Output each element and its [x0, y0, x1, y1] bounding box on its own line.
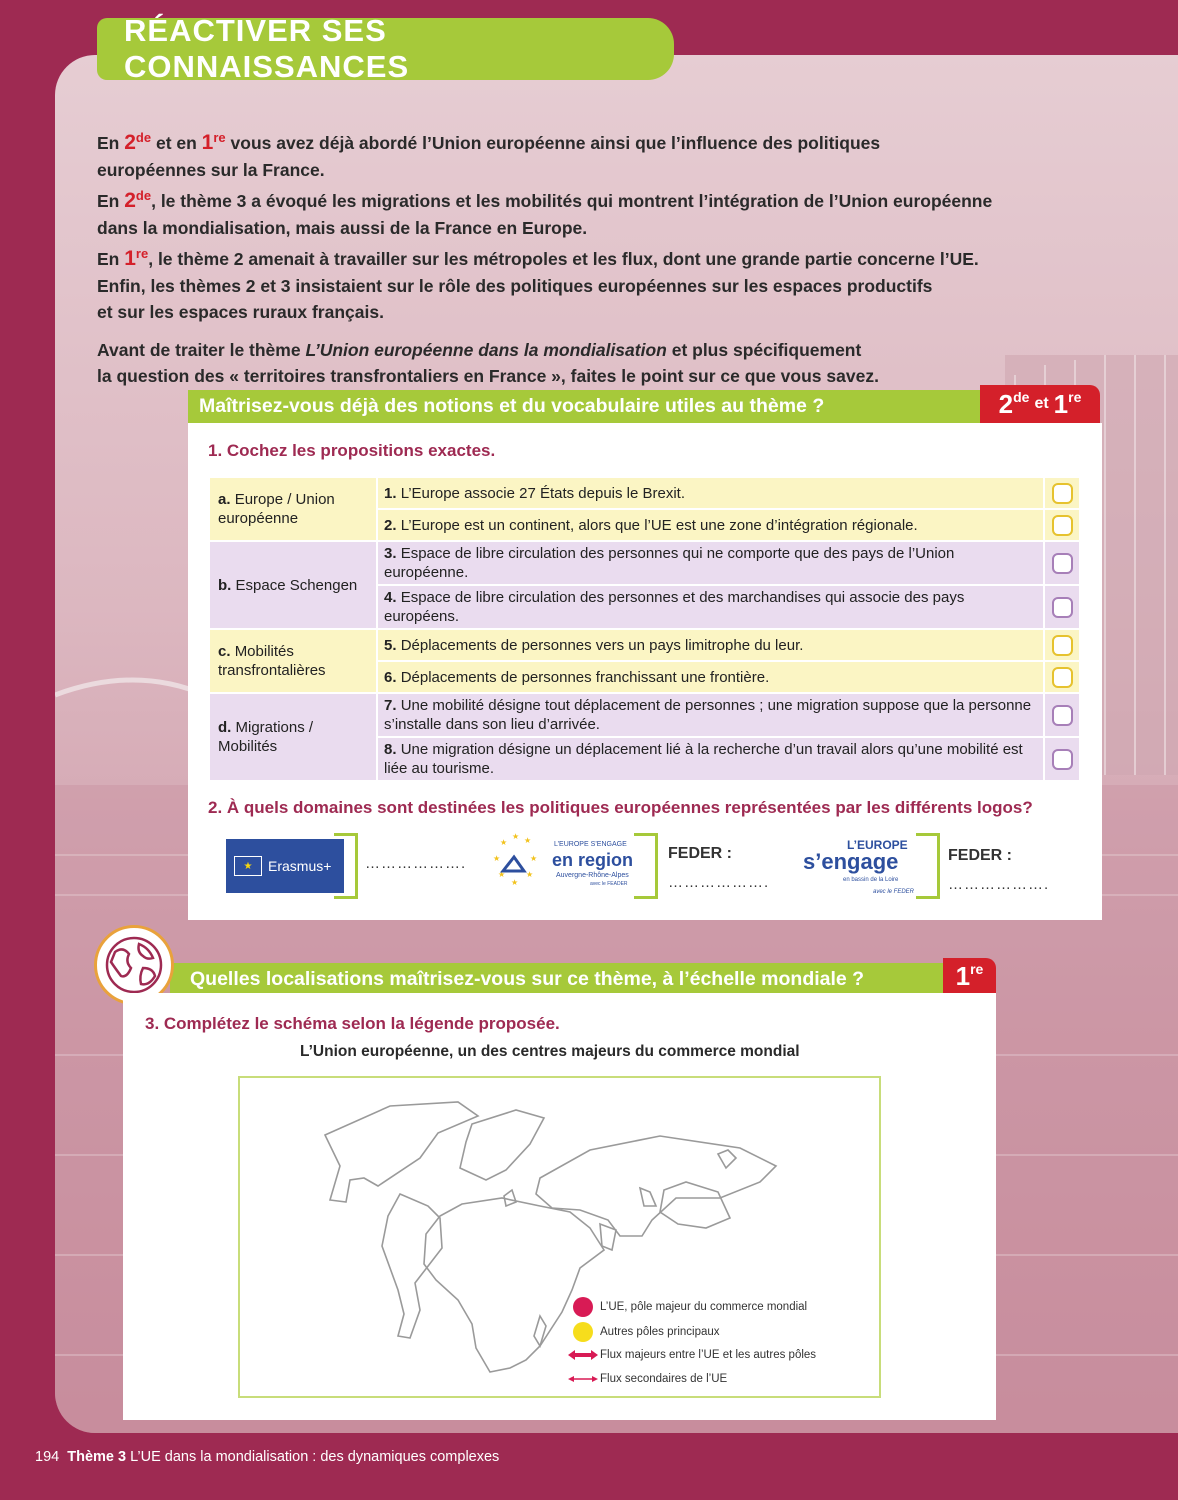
- legend-label: L’UE, pôle majeur du commerce mondial: [600, 1301, 808, 1313]
- footer-theme: Thème 3: [67, 1449, 127, 1465]
- level-number: 2: [124, 131, 136, 154]
- feader-label: FEDER :: [668, 845, 732, 862]
- africa-shape: [424, 1198, 604, 1372]
- intro-fragment: Avant de traiter le thème: [97, 339, 306, 360]
- intro-line: [97, 241, 1097, 273]
- section-title-tab: [97, 13, 674, 84]
- intro-text: [97, 125, 1097, 390]
- category-label: Europe / Union européenne: [218, 491, 335, 527]
- logo2-sub: Auvergne-Rhône-Alpes: [556, 872, 629, 879]
- page-footer: [35, 1449, 499, 1465]
- badge-level-2: [999, 389, 1030, 420]
- legend-marker: [566, 1322, 600, 1342]
- answer-blank[interactable]: ……………….: [948, 876, 1050, 893]
- proposition-number: 3.: [384, 545, 397, 562]
- section1-title: Maîtrisez-vous déjà des notions et du vocabulaire utiles au thème ?: [199, 395, 825, 417]
- legend-item-other-poles: [566, 1322, 720, 1342]
- checkbox-cell: [1045, 542, 1079, 584]
- badge-level-1: [956, 961, 984, 992]
- checkbox[interactable]: [1052, 597, 1073, 618]
- legend-item-secondary-flows: [566, 1373, 727, 1385]
- level-number: 1: [201, 131, 214, 154]
- level-1re: [124, 247, 148, 270]
- category-cell: [210, 542, 376, 628]
- quiz-table: [208, 476, 1081, 782]
- legend-marker: [566, 1350, 600, 1360]
- category-cell: [210, 630, 376, 692]
- badge-number: 1: [955, 961, 971, 991]
- intro-fragment: En: [97, 191, 125, 211]
- madagascar-shape: [534, 1316, 546, 1346]
- australia-shape: [660, 1182, 730, 1228]
- double-arrow-thin-icon: [568, 1374, 598, 1384]
- proposition-cell: [378, 694, 1043, 736]
- table-row: [210, 542, 1079, 584]
- category-label: Espace Schengen: [235, 576, 358, 594]
- level-sup: re: [135, 246, 149, 261]
- badge-sup: re: [970, 961, 984, 977]
- proposition-cell: [378, 586, 1043, 628]
- badge-number: 2: [998, 388, 1014, 419]
- intro-line: européennes sur la France.: [97, 159, 325, 180]
- europe-s-engage-logo: [803, 837, 918, 897]
- table-row: [210, 478, 1079, 508]
- intro-fragment: , le thème 2 amenait à travailler sur les métropoles et les flux, dont une grande partie concerne l’UE.: [148, 249, 979, 269]
- table-row: [210, 630, 1079, 660]
- proposition-number: 7.: [384, 697, 397, 714]
- checkbox[interactable]: [1052, 749, 1073, 770]
- checkbox-cell: [1045, 662, 1079, 692]
- schema-title: L’Union européenne, un des centres majeurs du commerce mondial: [300, 1043, 800, 1060]
- question-2: 2. À quels domaines sont destinées les politiques européennes représentées par les différents logos?: [208, 798, 1033, 817]
- proposition-cell: [378, 738, 1043, 780]
- logo2-main: en region: [552, 850, 634, 870]
- svg-text:★: ★: [500, 838, 508, 847]
- logo2-top: L’EUROPE S’ENGAGE: [554, 841, 627, 848]
- checkbox-cell: [1045, 478, 1079, 508]
- badge-sup: re: [1068, 388, 1082, 405]
- europe-en-region-logo: [490, 833, 640, 897]
- greenland-shape: [460, 1110, 544, 1180]
- checkbox-cell: [1045, 630, 1079, 660]
- level-sup: de: [135, 188, 152, 203]
- checkbox[interactable]: [1052, 635, 1073, 656]
- proposition-number: 1.: [384, 484, 397, 502]
- svg-text:★: ★: [526, 870, 534, 879]
- logo3-sub: en bassin de la Loire: [843, 877, 899, 883]
- category-letter: b.: [218, 576, 232, 594]
- indonesia-shape: [640, 1188, 656, 1206]
- svg-text:★: ★: [511, 878, 519, 887]
- category-letter: d.: [218, 719, 232, 736]
- category-letter: a.: [218, 491, 231, 508]
- eurasia-shape: [536, 1136, 776, 1236]
- legend-dot-red: [573, 1297, 593, 1317]
- category-cell: [210, 478, 376, 540]
- proposition-text: Déplacements de personnes vers un pays limitrophe du leur.: [400, 636, 804, 654]
- level-2de: [124, 189, 151, 212]
- proposition-number: 2.: [384, 516, 397, 534]
- legend-marker: [566, 1297, 600, 1317]
- intro-fragment: et en: [151, 133, 202, 153]
- proposition-text: Espace de libre circulation des personnes qui ne comporte que des pays de l’Union européenne.: [384, 545, 955, 581]
- proposition-cell: [378, 542, 1043, 584]
- svg-text:★: ★: [530, 854, 538, 863]
- proposition-number: 4.: [384, 589, 397, 606]
- level-1re: [202, 131, 226, 154]
- logo3-main: s’engage: [803, 849, 899, 874]
- proposition-cell: [378, 662, 1043, 692]
- intro-fragment: et plus spécifiquement: [666, 339, 862, 360]
- proposition-cell: [378, 630, 1043, 660]
- proposition-text: Déplacements de personnes franchissant une frontière.: [400, 668, 770, 686]
- question-3: 3. Complétez le schéma selon la légende proposée.: [145, 1014, 560, 1033]
- checkbox-cell: [1045, 694, 1079, 736]
- erasmus-logo-text: Erasmus+: [268, 858, 332, 874]
- svg-text:★: ★: [524, 836, 532, 845]
- badge-sup: de: [1013, 388, 1030, 405]
- svg-text:★: ★: [498, 870, 506, 879]
- globe-drawing: [97, 928, 171, 1002]
- category-letter: c.: [218, 643, 231, 660]
- eu-flag-icon: ★: [234, 856, 262, 876]
- answer-bracket: [334, 833, 358, 899]
- double-arrow-thick-icon: [568, 1350, 598, 1360]
- footer-text: L’UE dans la mondialisation : des dynamiques complexes: [130, 1449, 500, 1465]
- proposition-number: 5.: [384, 636, 397, 654]
- checkbox[interactable]: [1052, 483, 1073, 504]
- level-badge-1re: [943, 958, 996, 995]
- logo2-small: avec le FEADER: [590, 881, 628, 887]
- intro-fragment: vous avez déjà abordé l’Union européenne ainsi que l’influence des politiques: [225, 133, 881, 153]
- checkbox-cell: [1045, 510, 1079, 540]
- question-1: 1. Cochez les propositions exactes.: [208, 441, 496, 460]
- legend-label: Flux secondaires de l’UE: [600, 1373, 728, 1385]
- svg-text:★: ★: [493, 854, 501, 863]
- badge-et: et: [1034, 395, 1049, 412]
- level-number: 2: [124, 189, 136, 212]
- proposition-text: Une mobilité désigne tout déplacement de personnes ; une migration suppose que la personne s’installe dans son lieu d’arrivée.: [384, 697, 1032, 733]
- section1-bar: [188, 390, 988, 423]
- legend-item-eu-pole: [566, 1297, 807, 1317]
- level-sup: de: [135, 130, 152, 145]
- level-number: 1: [124, 247, 136, 270]
- intro-line: [97, 183, 1097, 215]
- intro-line: la question des « territoires transfrontaliers en France », faites le point sur ce que vous savez.: [97, 366, 879, 386]
- proposition-text: Espace de libre circulation des personnes et des marchandises qui associe des pays européens.: [384, 589, 965, 625]
- legend-item-major-flows: [566, 1349, 816, 1361]
- badge-level-1: [1054, 389, 1082, 420]
- level-2de: [124, 131, 151, 154]
- north-america-shape: [325, 1102, 478, 1202]
- legend-label: Autres pôles principaux: [600, 1326, 720, 1338]
- intro-fragment: , le thème 3 a évoqué les migrations et les mobilités qui montrent l’intégration de l’Union européenne: [151, 191, 993, 211]
- level-badge: [980, 385, 1100, 423]
- south-america-shape: [382, 1194, 442, 1338]
- checkbox[interactable]: [1052, 705, 1073, 726]
- page-number: 194: [35, 1449, 60, 1465]
- proposition-number: 8.: [384, 741, 397, 758]
- japan-shape: [718, 1150, 736, 1168]
- svg-text:★: ★: [512, 833, 520, 841]
- theme-title: L’Union européenne dans la mondialisation: [305, 339, 667, 360]
- intro-line: Enfin, les thèmes 2 et 3 insistaient sur le rôle des politiques européennes sur les espaces productifs: [97, 275, 933, 296]
- checkbox-cell: [1045, 738, 1079, 780]
- proposition-cell: [378, 510, 1043, 540]
- proposition-number: 6.: [384, 668, 397, 686]
- category-label: Mobilités transfrontalières: [218, 643, 326, 679]
- section2-title: Quelles localisations maîtrisez-vous sur ce thème, à l’échelle mondiale ?: [190, 967, 865, 990]
- legend-label: Flux majeurs entre l’UE et les autres pôles: [600, 1349, 817, 1361]
- answer-bracket: [634, 833, 658, 899]
- table-row: [210, 694, 1079, 736]
- intro-line: [97, 337, 1097, 364]
- section2-bar: [170, 963, 946, 995]
- intro-line: dans la mondialisation, mais aussi de la France en Europe.: [97, 217, 588, 238]
- answer-blank[interactable]: ……………….: [668, 874, 770, 891]
- level-sup: re: [213, 130, 226, 145]
- intro-fragment: En: [97, 249, 125, 269]
- answer-bracket: [916, 833, 940, 899]
- badge-number: 1: [1053, 388, 1069, 419]
- checkbox-cell: [1045, 586, 1079, 628]
- proposition-text: Une migration désigne un déplacement lié à la recherche d’un travail alors qu’une mobilité est liée au tourisme.: [384, 741, 1023, 777]
- feder-label: FEDER :: [948, 847, 1012, 864]
- proposition-cell: [378, 478, 1043, 508]
- logo3-small: avec le FEDER: [873, 889, 915, 895]
- logo3-top: L’EUROPE: [847, 838, 908, 852]
- category-label: Migrations / Mobilités: [218, 719, 314, 755]
- proposition-text: L’Europe associe 27 États depuis le Brexit.: [400, 484, 686, 502]
- intro-line: et sur les espaces ruraux français.: [97, 302, 384, 322]
- page-title: RÉACTIVER SES CONNAISSANCES: [124, 13, 410, 84]
- proposition-text: L’Europe est un continent, alors que l’UE est une zone d’intégration régionale.: [400, 516, 918, 534]
- answer-blank[interactable]: ……………….: [365, 855, 467, 872]
- checkbox[interactable]: [1052, 515, 1073, 536]
- intro-line: [97, 125, 1097, 157]
- erasmus-logo: [226, 839, 344, 893]
- intro-fragment: En: [97, 133, 125, 153]
- legend-marker: [566, 1374, 600, 1384]
- checkbox[interactable]: [1052, 667, 1073, 688]
- legend-dot-yellow: [573, 1322, 593, 1342]
- category-cell: [210, 694, 376, 780]
- checkbox[interactable]: [1052, 553, 1073, 574]
